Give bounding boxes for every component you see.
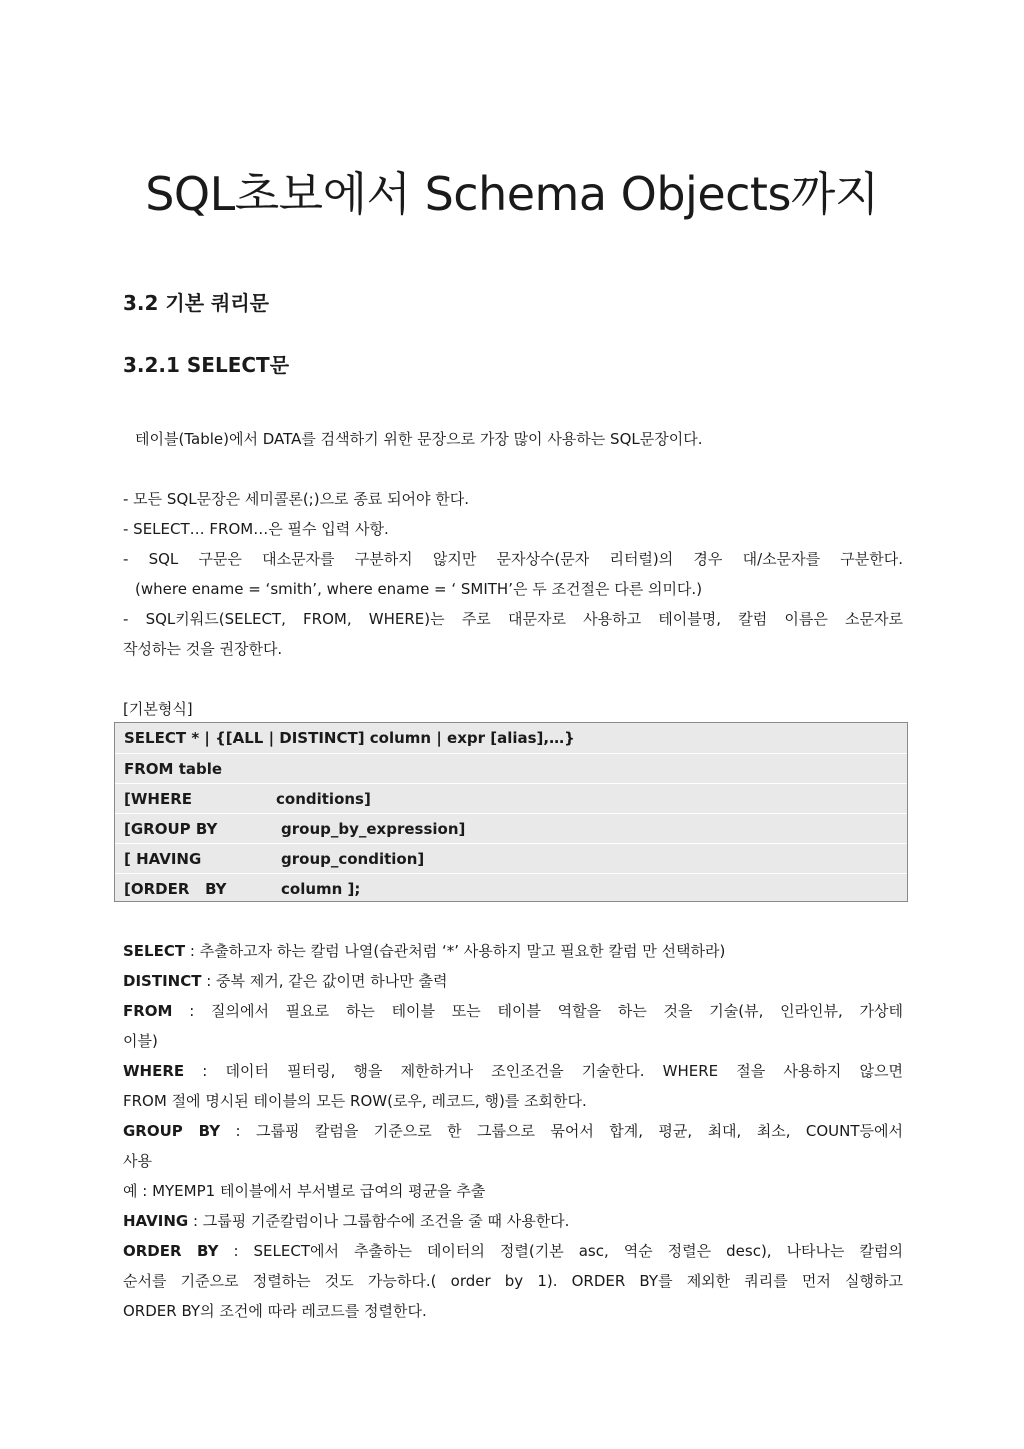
syntax-row xyxy=(115,753,907,783)
syntax-keyword: SELECT * | {[ALL | DISTINCT] column | expr [alias],…} xyxy=(124,729,575,747)
rule-line: - SELECT… FROM…은 필수 입력 사항. xyxy=(123,520,389,538)
definition-term: DISTINCT xyxy=(123,972,202,990)
syntax-keyword: [ HAVING xyxy=(124,850,202,868)
syntax-keyword: [GROUP BY xyxy=(124,820,218,838)
syntax-row xyxy=(115,873,907,903)
definition-from xyxy=(123,1000,903,1022)
syntax-row xyxy=(115,723,907,753)
syntax-clause: conditions] xyxy=(276,790,371,808)
rule-line: (where ename = ‘smith’, where ename = ‘ SMITH’은 두 조건절은 다른 의미다.) xyxy=(135,580,703,598)
definition-term: ORDER BY xyxy=(123,1242,219,1260)
definition-distinct xyxy=(123,970,903,992)
definition-text: : SELECT에서 추출하는 데이터의 정렬(기본 asc, 역순 정렬은 desc), 나타나는 칼럼의 xyxy=(218,1242,903,1260)
definition-term: GROUP BY xyxy=(123,1122,221,1140)
syntax-keyword: FROM table xyxy=(124,760,223,778)
syntax-box xyxy=(114,722,908,902)
document-title: SQL초보에서 Schema Objects까지 xyxy=(145,167,879,221)
syntax-row xyxy=(115,783,907,813)
syntax-clause: group_condition] xyxy=(281,850,425,868)
syntax-clause: group_by_expression] xyxy=(281,820,466,838)
definition-continuation: 사용 xyxy=(123,1152,152,1170)
definition-where xyxy=(123,1060,903,1082)
subsection-heading: 3.2.1 SELECT문 xyxy=(123,353,290,377)
definition-text: : 그룹핑 기준칼럼이나 그룹함수에 조건을 줄 때 사용한다. xyxy=(188,1212,570,1230)
rule-line: 작성하는 것을 권장한다. xyxy=(123,640,283,658)
syntax-keyword: [ORDER BY xyxy=(124,880,227,898)
section-heading: 3.2 기본 쿼리문 xyxy=(123,291,269,315)
definition-continuation: 순서를 기준으로 정렬하는 것도 가능하다.( order by 1). ORDER BY를 제외한 쿼리를 먼저 실행하고 xyxy=(123,1272,903,1290)
definition-continuation: ORDER BY의 조건에 따라 레코드를 정렬한다. xyxy=(123,1302,427,1320)
syntax-keyword: [WHERE xyxy=(124,790,192,808)
definition-text: : 데이터 필터링, 행을 제한하거나 조인조건을 기술한다. WHERE 절을 사용하지 않으면 xyxy=(184,1062,903,1080)
definition-select xyxy=(123,940,903,962)
rule-line: - SQL 구문은 대소문자를 구분하지 않지만 문자상수(문자 리터럴)의 경우 대/소문자를 구분한다. xyxy=(123,550,903,568)
definition-term: FROM xyxy=(123,1002,173,1020)
definition-term: HAVING xyxy=(123,1212,189,1230)
definition-term: WHERE xyxy=(123,1062,185,1080)
definition-having xyxy=(123,1210,903,1232)
definition-example: 예 : MYEMP1 테이블에서 부서별로 급여의 평균을 추출 xyxy=(123,1182,486,1200)
definition-continuation: 이블) xyxy=(123,1032,158,1050)
intro-paragraph: 테이블(Table)에서 DATA를 검색하기 위한 문장으로 가장 많이 사용하는 SQL문장이다. xyxy=(135,430,703,448)
definition-group-by xyxy=(123,1120,903,1142)
rule-line: - 모든 SQL문장은 세미콜론(;)으로 종료 되어야 한다. xyxy=(123,490,470,508)
syntax-row xyxy=(115,843,907,873)
definition-text: : 그룹핑 칼럼을 기준으로 한 그룹으로 묶어서 합계, 평균, 최대, 최소, COUNT등에서 xyxy=(220,1122,903,1140)
syntax-row xyxy=(115,813,907,843)
syntax-clause: column ]; xyxy=(281,880,361,898)
definition-continuation: FROM 절에 명시된 테이블의 모든 ROW(로우, 레코드, 행)를 조회한다. xyxy=(123,1092,587,1110)
definition-text: : 추출하고자 하는 칼럼 나열(습관처럼 ‘*’ 사용하지 말고 필요한 칼럼 만 선택하라) xyxy=(185,942,726,960)
syntax-label: [기본형식] xyxy=(123,700,193,718)
definition-order-by xyxy=(123,1240,903,1262)
definition-text: : 질의에서 필요로 하는 테이블 또는 테이블 역할을 하는 것을 기술(뷰, 인라인뷰, 가상테 xyxy=(172,1002,903,1020)
definition-term: SELECT xyxy=(123,942,186,960)
rule-line: - SQL키워드(SELECT, FROM, WHERE)는 주로 대문자로 사용하고 테이블명, 칼럼 이름은 소문자로 xyxy=(123,610,903,628)
definition-text: : 중복 제거, 같은 값이면 하나만 출력 xyxy=(201,972,448,990)
